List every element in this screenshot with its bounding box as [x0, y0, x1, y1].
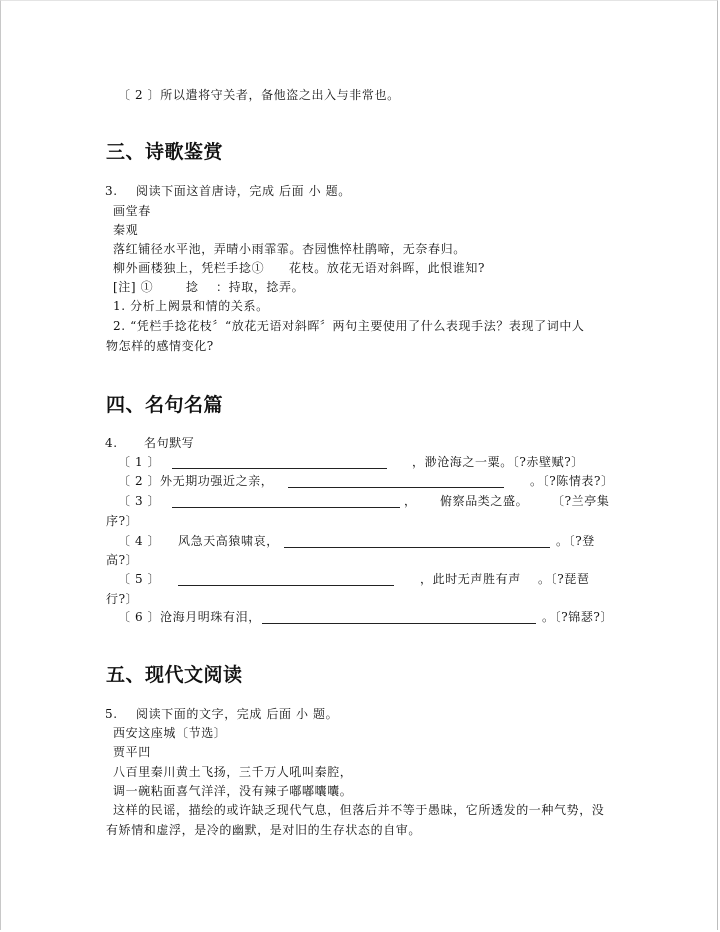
item-3-source: 〔?兰亭集 [552, 494, 610, 508]
sub-question-2-line-2: 物怎样的感情变化? [106, 339, 214, 353]
item-5-source-wrap: 行?〕 [106, 592, 139, 606]
annotation-gloss: ：持取，捻弄。 [216, 280, 305, 294]
item-5-text-after: ，此时无声胜有声 [420, 572, 521, 586]
article-author: 贾平凹 [113, 745, 151, 759]
question-5-number: 5. [105, 707, 118, 721]
item-5-source: 。〔?琵琶 [538, 572, 590, 586]
item-2-blank[interactable] [288, 476, 504, 488]
article-title: 西安这座城〔节选〕 [113, 726, 227, 740]
item-6-text-before: 沧海月明珠有泪， [160, 610, 261, 624]
item-5-number: 〔 5 〕 [118, 572, 161, 586]
item-3-comma: ， [404, 494, 417, 508]
item-2-text-before: 外无期功强近之亲， [160, 474, 274, 488]
poem-title: 画堂春 [113, 204, 151, 218]
poem-line-2-part-1: 柳外画楼独上，凭栏手捻① [113, 261, 265, 275]
item-6-text-after: 。〔?锦瑟?〕 [542, 610, 614, 624]
item-1-number: 〔 1 〕 [118, 455, 161, 469]
paragraph-line-2: 有矫情和虚浮，是冷的幽默，是对旧的生存状态的自审。 [106, 823, 422, 837]
item-6-blank[interactable] [262, 612, 536, 624]
section-3-heading: 三、诗歌鉴赏 [106, 141, 224, 163]
item-5-blank[interactable] [178, 574, 394, 586]
item-4-text-before: 风急天高猿啸哀， [178, 534, 279, 548]
folk-verse-2: 调一碗粘面喜气洋洋，没有辣子嘟嘟囔囔。 [113, 784, 353, 798]
poem-line-1: 落红铺径水平池，弄晴小雨霏霏。杏园憔悴杜鹃啼，无奈春归。 [113, 242, 466, 256]
item-3-source-wrap: 序?〕 [106, 514, 139, 528]
poem-author: 秦观 [113, 223, 139, 237]
item-1-text: ，渺沧海之一粟。〔?赤壁赋?〕 [412, 455, 584, 469]
question-4-stem: 名句默写 [144, 436, 195, 450]
item-3-number: 〔 3 〕 [118, 494, 161, 508]
item-3-text-after: 俯察品类之盛。 [440, 494, 529, 508]
item-1-blank[interactable] [172, 457, 387, 469]
previous-item-line: 〔 2 〕所以遣将守关者，备他盗之出入与非常也。 [118, 88, 400, 102]
question-3-number: 3. [105, 184, 118, 198]
item-2-text-after: 。〔?陈情表?〕 [530, 474, 614, 488]
item-6-number: 〔 6 〕 [118, 610, 161, 624]
question-3-stem: 阅读下面这首唐诗，完成 后面 小 题。 [136, 184, 351, 198]
poem-line-2-part-2: 花枝。放花无语对斜晖，此恨谁知? [289, 261, 486, 275]
annotation-marker: [注] ① [113, 280, 154, 294]
item-4-source-wrap: 高?〕 [106, 553, 139, 567]
question-5-stem: 阅读下面的文字，完成 后面 小 题。 [136, 707, 339, 721]
item-4-text-after: 。〔?登 [556, 534, 595, 548]
item-3-blank[interactable] [172, 496, 400, 508]
annotation-word: 捻 [186, 280, 199, 294]
section-5-heading: 五、现代文阅读 [106, 664, 243, 686]
item-2-number: 〔 2 〕 [118, 474, 161, 488]
sub-question-1: 1. 分析上阙景和情的关系。 [113, 299, 269, 313]
item-4-blank[interactable] [284, 536, 550, 548]
section-4-heading: 四、名句名篇 [106, 394, 224, 416]
folk-verse-1: 八百里秦川黄土飞扬，三千万人吼叫秦腔， [113, 765, 353, 779]
sub-question-2-line-1: 2. “凭栏手捻花枝〞“放花无语对斜晖〞两句主要使用了什么表现手法？表现了词中人 [113, 319, 585, 333]
item-4-number: 〔 4 〕 [118, 534, 161, 548]
paragraph-line-1: 这样的民谣，描绘的或许缺乏现代气息，但落后并不等于愚昧，它所透发的一种气势，没 [113, 803, 605, 817]
question-4-number: 4. [105, 436, 118, 450]
